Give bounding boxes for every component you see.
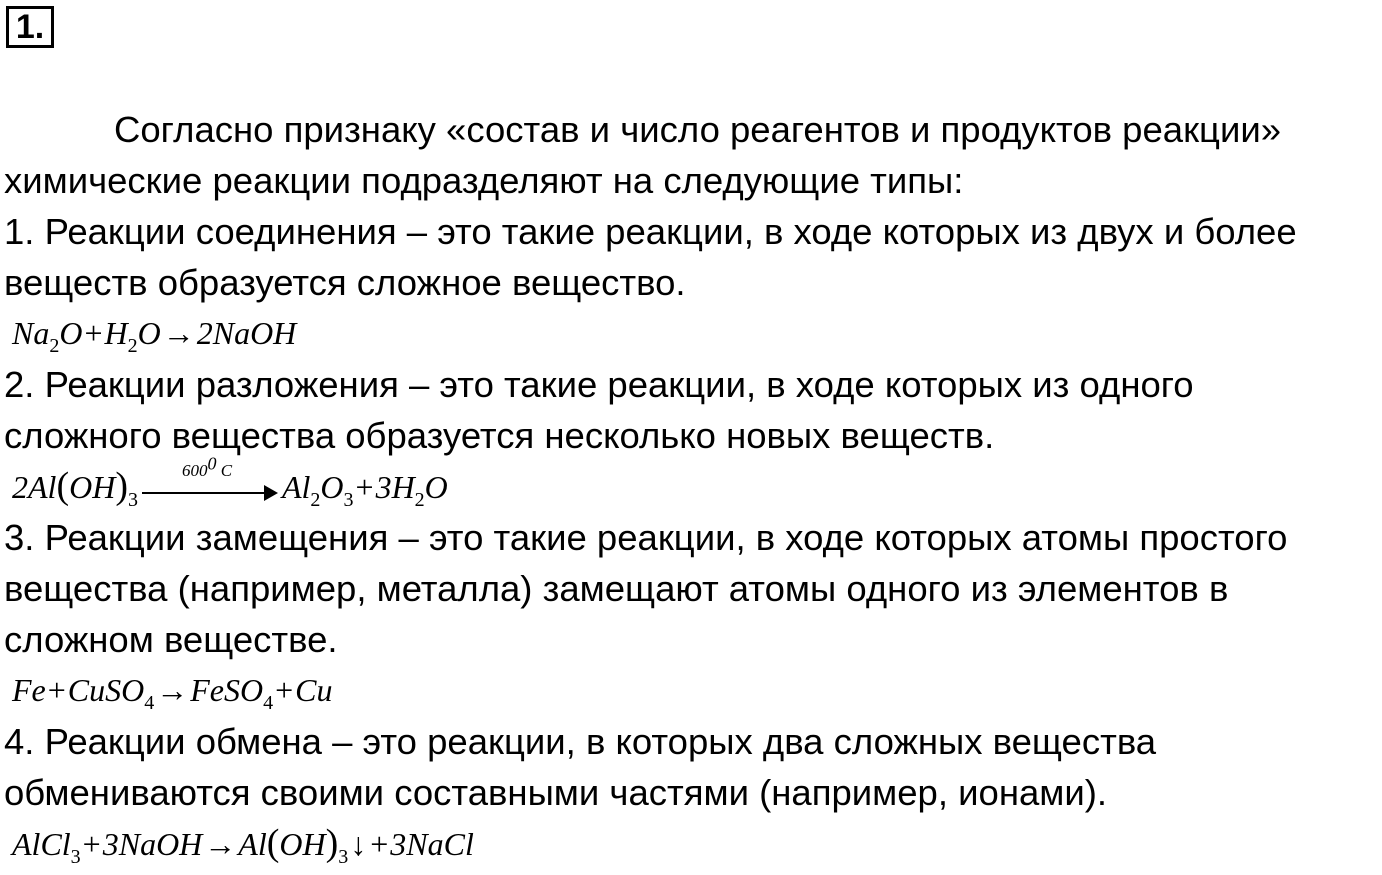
- equation-decomposition: [4, 453, 1379, 512]
- eq1-sub-1: 2: [49, 335, 60, 357]
- section-3-line-3: сложном веществе.: [4, 619, 338, 660]
- equation-substitution: [4, 665, 1379, 716]
- task-number: 1.: [15, 8, 45, 46]
- precipitate-down-arrow-icon: ↓: [350, 826, 367, 862]
- eq1-plus: +: [84, 315, 103, 351]
- equation-exchange: [4, 818, 1379, 869]
- intro-line-2: химические реакции подразделяют на следующие типы:: [4, 160, 964, 201]
- eq2-sub-3: 2: [310, 489, 321, 511]
- section-3-line-2: вещества (например, металла) замещают атомы одного из элементов в: [4, 568, 1229, 609]
- arrow-head: [264, 485, 278, 501]
- section-1-line-1: 1. Реакции соединения – это такие реакции, в ходе которых из двух и более: [4, 211, 1297, 252]
- eq1-sub-3: 2: [127, 335, 138, 357]
- eq3-plus-1: +: [47, 672, 66, 708]
- eq3-arrow-icon: →: [156, 672, 189, 708]
- eq4-sub-1: 3: [70, 846, 81, 868]
- eq2-condition: [181, 453, 233, 480]
- eq4-plus-1: +: [82, 826, 101, 862]
- section-3-line-1: 3. Реакции замещения – это такие реакции, в ходе которых атомы простого: [4, 517, 1288, 558]
- section-1-line-2: веществ образуется сложное вещество.: [4, 262, 686, 303]
- eq2-lparen: (: [56, 465, 70, 507]
- eq3-term-3: FeSO: [190, 672, 264, 708]
- eq4-term-4: OH: [279, 826, 326, 862]
- eq4-term-1: AlCl: [12, 826, 71, 862]
- intro-line-1: Согласно признаку «состав и число реагентов и продуктов реакции»: [114, 109, 1282, 150]
- section-2-line-1: 2. Реакции разложения – это такие реакции, в ходе которых из одного: [4, 364, 1194, 405]
- eq2-term-2: OH: [69, 469, 116, 505]
- eq2-term-4: O: [320, 469, 344, 505]
- eq2-cond-sup: 0: [207, 453, 217, 473]
- eq4-term-3: Al: [238, 826, 267, 862]
- section-4-line-2: обмениваются своими составными частями (например, ионами).: [4, 772, 1108, 813]
- eq2-term-5: 3H: [375, 469, 415, 505]
- eq4-term-5: 3NaCl: [390, 826, 474, 862]
- equation-combination: [4, 308, 1379, 359]
- eq2-plus: +: [355, 469, 374, 505]
- eq2-sub-4: 3: [343, 489, 354, 511]
- eq1-arrow-icon: →: [162, 315, 195, 351]
- eq3-term-4: Cu: [295, 672, 333, 708]
- eq1-term-3: H: [104, 315, 128, 351]
- task-number-box: [6, 6, 54, 48]
- eq4-sub-4: 3: [338, 846, 349, 868]
- eq3-sub-3: 4: [263, 692, 274, 714]
- eq4-lparen: (: [266, 822, 280, 864]
- section-4-line-1: 4. Реакции обмена – это реакции, в которых два сложных вещества: [4, 721, 1157, 762]
- eq1-term-5: 2NaOH: [196, 315, 297, 351]
- section-2-line-2: сложного вещества образуется несколько новых веществ.: [4, 415, 995, 456]
- eq3-term-1: Fe: [12, 672, 46, 708]
- document-body: [4, 104, 1379, 869]
- eq2-cond-unit: C: [216, 460, 233, 480]
- eq2-sub-2: 3: [127, 489, 138, 511]
- eq2-rparen: ): [115, 465, 128, 507]
- eq1-term-1: Na: [12, 315, 50, 351]
- eq1-term-2: O: [59, 315, 83, 351]
- eq3-plus-2: +: [275, 672, 294, 708]
- eq2-sub-5: 2: [414, 489, 425, 511]
- eq2-term-3: Al: [281, 469, 311, 505]
- eq4-rparen: ): [325, 822, 339, 864]
- eq2-term-1: 2Al: [12, 469, 57, 505]
- eq3-term-2: CuSO: [67, 672, 145, 708]
- condition-arrow-icon: [142, 453, 278, 506]
- eq3-sub-2: 4: [144, 692, 155, 714]
- eq4-plus-2: +: [370, 826, 389, 862]
- eq4-arrow-icon: →: [204, 826, 237, 862]
- eq2-cond-num: 600: [181, 460, 208, 480]
- eq1-term-4: O: [137, 315, 161, 351]
- arrow-line: [142, 492, 268, 494]
- eq2-term-6: O: [424, 469, 448, 505]
- eq4-term-2: 3NaOH: [102, 826, 203, 862]
